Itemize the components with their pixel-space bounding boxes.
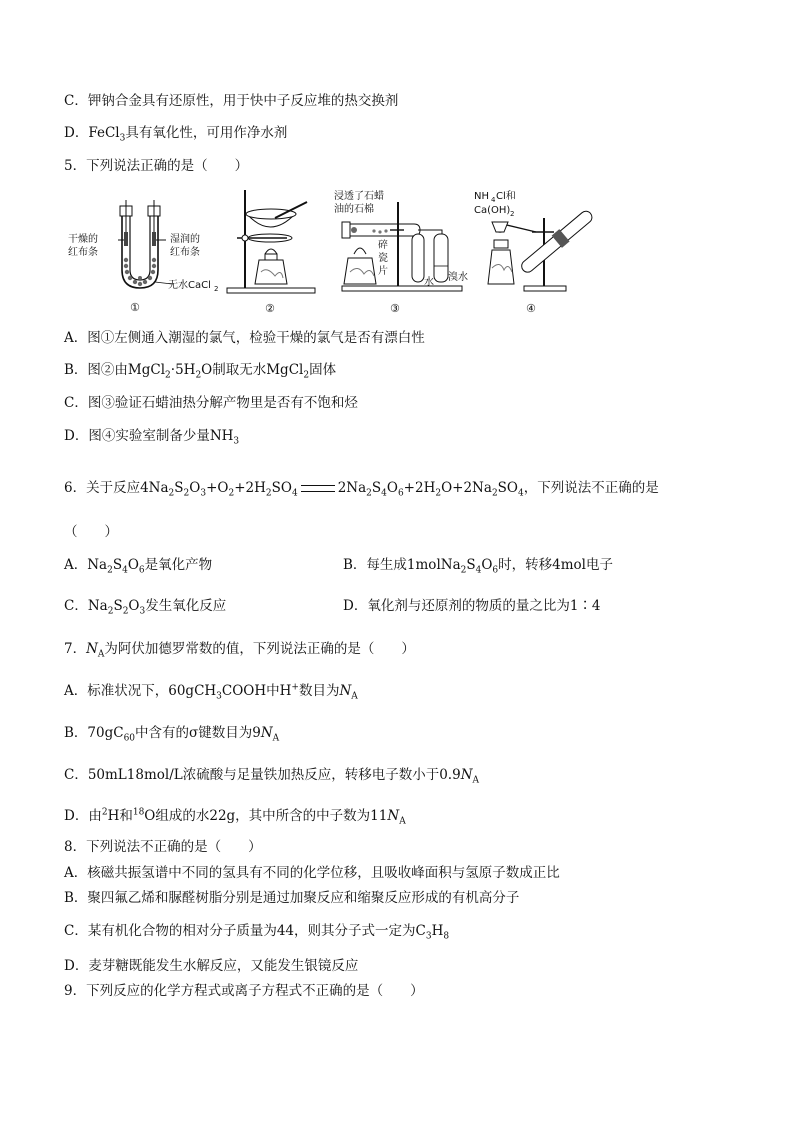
q4-option-c: C．钾钠合金具有还原性，用于快中子反应堆的热交换剂 xyxy=(64,93,399,109)
q5-stem: 5．下列说法正确的是（ ） xyxy=(64,158,249,174)
fig3-piece-1: 碎 xyxy=(378,240,388,251)
q8-option-a: A．核磁共振氢谱中不同的氢具有不同的化学位移，且吸收峰面积与氢原子数成正比 xyxy=(64,865,560,881)
q5-option-d: D．图④实验室制备少量$NH_3$ xyxy=(64,428,240,447)
fig4-number: ④ xyxy=(526,302,536,315)
q4-option-d: D．FeCl$_3$具有氧化性，可用作净水剂 xyxy=(64,125,288,144)
fig3-label-2: 油的石棉 xyxy=(334,204,374,215)
q7-option-b: B．$70gC_{60}$中含有的σ键数目为$9N_A$ xyxy=(64,725,280,744)
q5-option-c: C．图③验证石蜡油热分解产物里是否有不饱和烃 xyxy=(64,395,358,411)
figure-4-ammonia-preparation xyxy=(470,188,620,316)
q6-option-d: D．氧化剂与还原剂的物质的量之比为1∶4 xyxy=(343,598,601,614)
fig3-water-label: 水 xyxy=(424,277,434,288)
fig1-bottom-label: 无水CaCl xyxy=(168,280,211,291)
fig1-number: ① xyxy=(130,301,140,314)
fig1-left-label-2: 红布条 xyxy=(68,247,98,258)
fig1-left-label-1: 干燥的 xyxy=(68,234,98,245)
q8-option-b: B．聚四氟乙烯和脲醛树脂分别是通过加聚反应和缩聚反应形成的有机高分子 xyxy=(64,890,520,906)
q5-option-b: B．图②由$MgCl_2\cdot 5H_2O$制取无水MgCl$_2$固体 xyxy=(64,362,337,381)
q8-option-c: C．某有机化合物的相对分子质量为44，则其分子式一定为$C_3H_8$ xyxy=(64,923,450,942)
fig4-label-3: Ca(OH) xyxy=(474,205,511,216)
fig4-label-2: Cl和 xyxy=(496,191,516,202)
q7-stem: 7．$N_A$为阿伏加德罗常数的值，下列说法正确的是（ ） xyxy=(64,641,415,660)
q7-option-c: C．50mL18mol/L浓硫酸与足量铁加热反应，转移电子数小于$0.9N_A$ xyxy=(64,767,479,786)
svg-text:2: 2 xyxy=(214,285,219,293)
q6-stem: 6．关于反应$4Na_2S_2O_3+O_2+2H_2SO_4$ $2Na_2S_4O_6+2H_2O+2Na_2SO_4$，下列说法不正确的是 xyxy=(64,480,659,499)
svg-text:4: 4 xyxy=(491,196,496,204)
figure-3-paraffin-cracking xyxy=(330,188,480,316)
fig3-number: ③ xyxy=(390,302,400,315)
q7-option-a: A．标准状况下，60gCH$_3$COOH中H+数目为$N_A$ xyxy=(64,682,358,702)
q8-option-d: D．麦芽糖既能发生水解反应，又能发生银镜反应 xyxy=(64,958,359,974)
fig1-right-label-2: 红布条 xyxy=(170,247,200,258)
q8-stem: 8．下列说法不正确的是（ ） xyxy=(64,839,262,855)
q5-option-a: A．图①左侧通入潮湿的氯气，检验干燥的氯气是否有漂白性 xyxy=(64,330,425,346)
fig3-bromine-label: 溴水 xyxy=(448,272,468,283)
q9-stem: 9．下列反应的化学方程式或离子方程式不正确的是（ ） xyxy=(64,983,424,999)
q6-option-c: C．$Na_2S_2O_3$发生氧化反应 xyxy=(64,598,227,617)
fig3-piece-2: 瓷 xyxy=(378,253,388,264)
fig2-number: ② xyxy=(265,302,275,315)
q6-option-a: A．$Na_2S_4O_6$是氧化产物 xyxy=(64,557,213,576)
fig1-right-label-1: 湿润的 xyxy=(170,234,200,245)
fig3-label-1: 浸透了石蜡 xyxy=(334,191,384,202)
q6-paren: （ ） xyxy=(64,524,118,540)
figure-2-evaporating-dish xyxy=(225,188,330,316)
svg-text:2: 2 xyxy=(510,210,515,218)
figure-1-u-tube xyxy=(60,200,230,315)
fig3-piece-3: 片 xyxy=(378,266,388,277)
q6-option-b: B．每生成$1molNa_2S_4O_6$时，转移4mol电子 xyxy=(343,557,613,576)
equals-sign xyxy=(301,485,335,492)
q7-option-d: D．由$^2$H和$^{18}$O组成的水22g，其中所含的中子数为$11N_A$ xyxy=(64,807,406,827)
fig4-label-1: NH xyxy=(474,191,489,202)
